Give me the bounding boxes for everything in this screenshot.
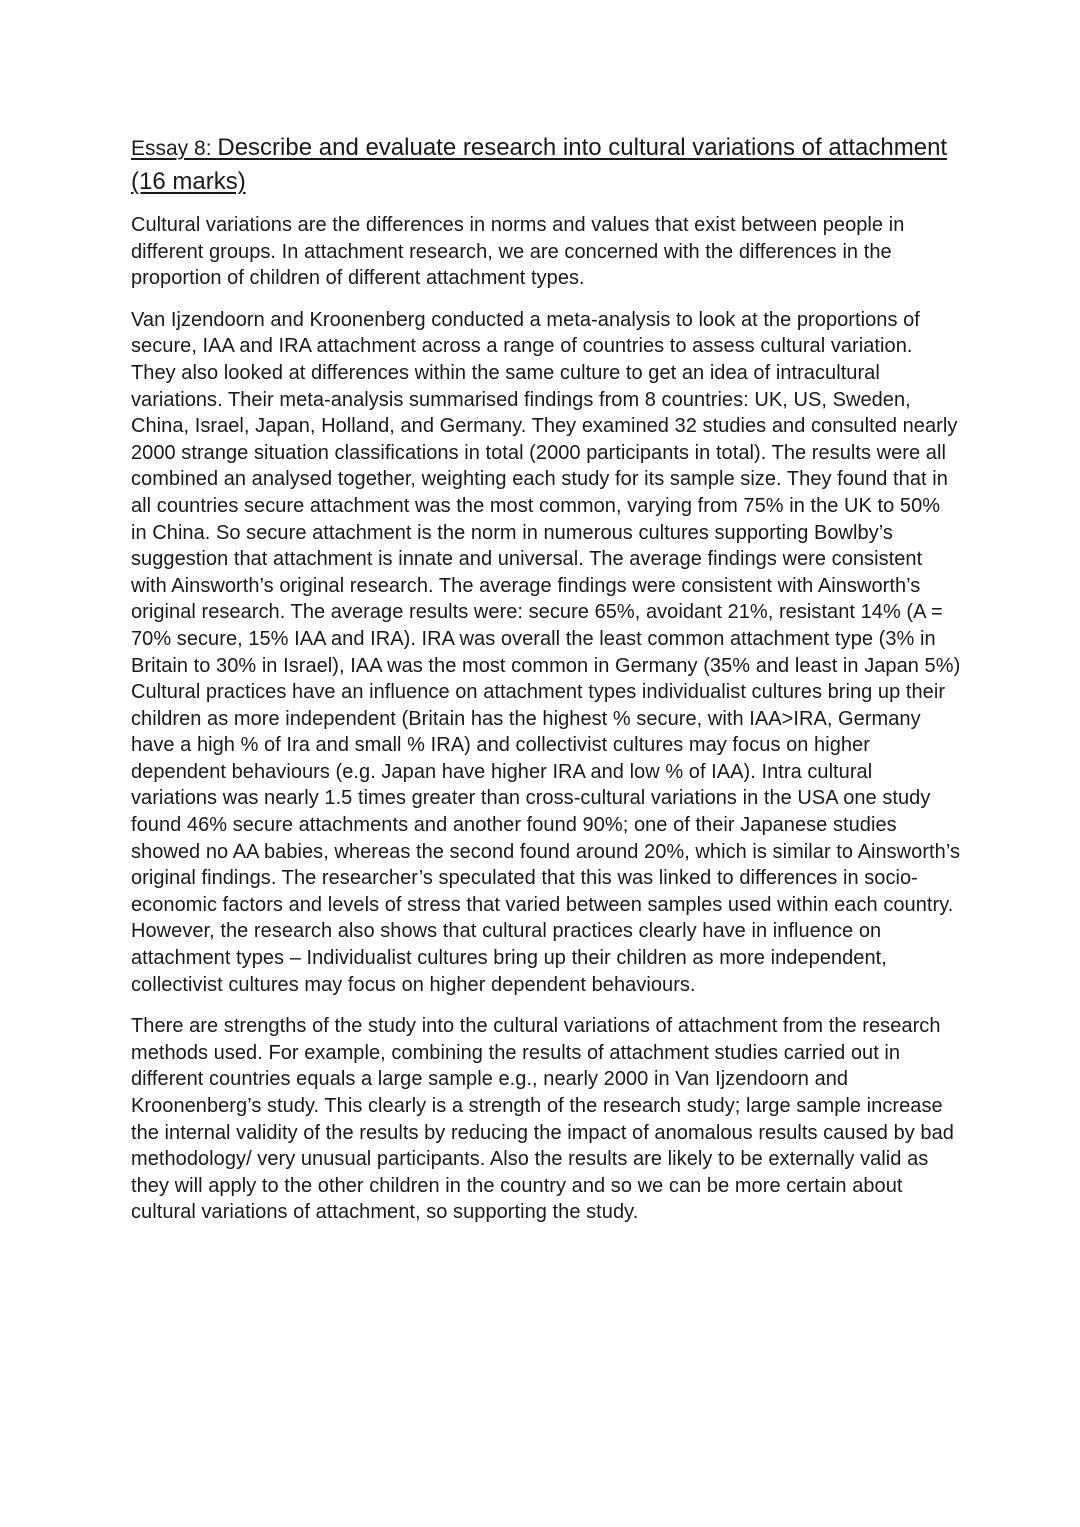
paragraph-research: Van Ijzendoorn and Kroonenberg conducted a meta-analysis to look at the proportions of secure, IAA and IRA attachment across a range of countries to assess cultural variation. They also looked at differences within the same culture to get an idea of intracultural variations. Their meta-analysis summarised findings from 8 countries: UK, US, Sweden, China, Israel, Japan, Holland, and Germany. They examined 32 studies and consulted nearly 2000 strange situation classifications in total (2000 participants in total). The results were all combined an analysed together, weighting each study for its sample size. They found that in all countries secure attachment was the most common, varying from 75% in the UK to 50% in China. So secure attachment is the norm in numerous cultures supporting Bowlby’s suggestion that attachment is innate and universal. The average findings were consistent with Ainsworth’s original research. The average findings were consistent with Ainsworth’s original research. The average results were: secure 65%, avoidant 21%, resistant 14% (A = 70% secure, 15% IAA and IRA). IRA was overall the least common attachment type (3% in Britain to 30% in Israel), IAA was the most common in Germany (35% and least in Japan 5%) Cultural practices have an influence on attachment types individualist cultures bring up their children as more independent (Britain has the highest % secure, with IAA>IRA, Germany have a high % of Ira and small % IRA) and collectivist cultures may focus on higher dependent behaviours (e.g. Japan have higher IRA and low % of IAA). Intra cultural variations was nearly 1.5 times greater than cross-cultural variations in the USA one study found 46% secure attachments and another found 90%; one of their Japanese studies showed no AA babies, whereas the second found around 20%, which is similar to Ainsworth’s original findings. The researcher’s speculated that this was linked to differences in socio-economic factors and levels of stress that varied between samples used within each country. However, the research also shows that cultural practices clearly have in influence on attachment types – Individualist cultures bring up their children as more independent, collectivist cultures may focus on higher dependent behaviours. — [131, 308, 961, 996]
paragraph-intro: Cultural variations are the differences in norms and values that exist between people in different groups. In attachment research, we are concerned with the differences in the proportion of children of different attachment types. — [131, 214, 905, 290]
essay-title — [131, 131, 961, 198]
essay-title-prefix: Essay 8: — [131, 137, 218, 160]
document-page — [131, 131, 961, 1241]
paragraph-evaluation: There are strengths of the study into the cultural variations of attachment from the research methods used. For example, combining the results of attachment studies carried out in different countries equals a large sample e.g., nearly 2000 in Van Ijzendoorn and Kroonenberg’s study. This clearly is a strength of the research study; large sample increase the internal validity of the results by reducing the impact of anomalous results caused by bad methodology/ very unusual participants. Also the results are likely to be externally valid as they will apply to the other children in the country and so we can be more certain about cultural variations of attachment, so supporting the study. — [131, 1015, 954, 1224]
essay-title-main: Describe and evaluate research into cultural variations of attachment (16 marks) — [131, 134, 948, 195]
